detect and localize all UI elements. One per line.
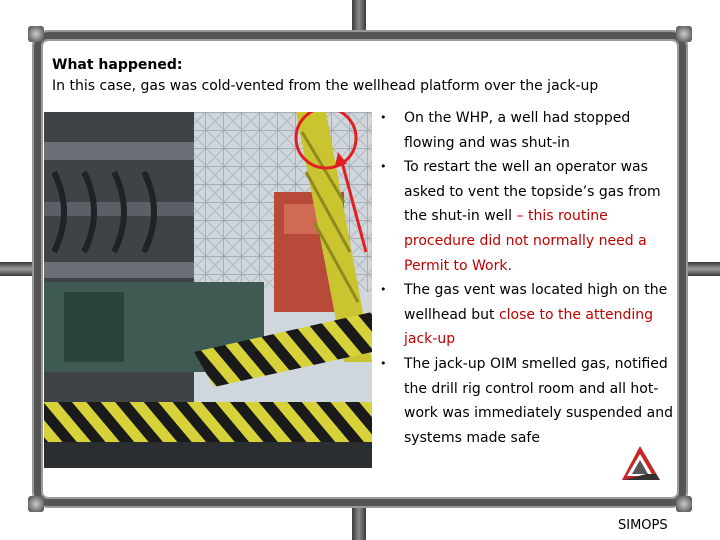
frame-pipe-bottom (352, 504, 366, 540)
bullet-item (380, 106, 680, 155)
bullet-highlight-text: – this routine procedure did not normally need a Permit to Work. (404, 208, 647, 274)
frame-joint-br (676, 496, 692, 512)
slide-header (52, 55, 598, 97)
frame-joint-tr (676, 26, 692, 42)
footer-label: SIMOPS (618, 518, 668, 533)
bullet-glyph: • (380, 111, 387, 124)
offshore-rig-photo (44, 112, 372, 468)
bullet-glyph: • (380, 160, 387, 174)
bullet-glyph: • (380, 356, 387, 370)
bullet-item (380, 352, 680, 450)
bullet-text: The gas vent was located high on the wellhead but (404, 282, 668, 323)
slide-title: What happened: (52, 57, 183, 73)
event-bullet-list (380, 106, 680, 450)
bullet-item (380, 278, 680, 352)
logo-icon (620, 444, 664, 484)
slide-subtitle: In this case, gas was cold-vented from the wellhead platform over the jack-up (52, 78, 599, 94)
triangle-logo (620, 444, 664, 484)
bullet-text: The jack-up OIM smelled gas, notified the drill rig control room and all hot-work was immediately suspended and systems made safe (404, 355, 673, 446)
bullet-text: To restart the well an operator was asked to vent the topside’s gas from the shut-in well (404, 159, 661, 225)
bullet-glyph: • (380, 283, 387, 297)
frame-joint-tl (28, 26, 44, 42)
frame-pipe-right (684, 262, 720, 276)
bullet-item (380, 155, 680, 278)
bullet-text: On the WHP, a well had stopped flowing and was shut-in (404, 110, 631, 151)
frame-joint-bl (28, 496, 44, 512)
bullet-highlight-text: close to the attending jack-up (404, 306, 653, 348)
frame-pipe-left (0, 262, 36, 276)
rig-photo-illustration (44, 112, 372, 468)
frame-pipe-top (352, 0, 366, 34)
